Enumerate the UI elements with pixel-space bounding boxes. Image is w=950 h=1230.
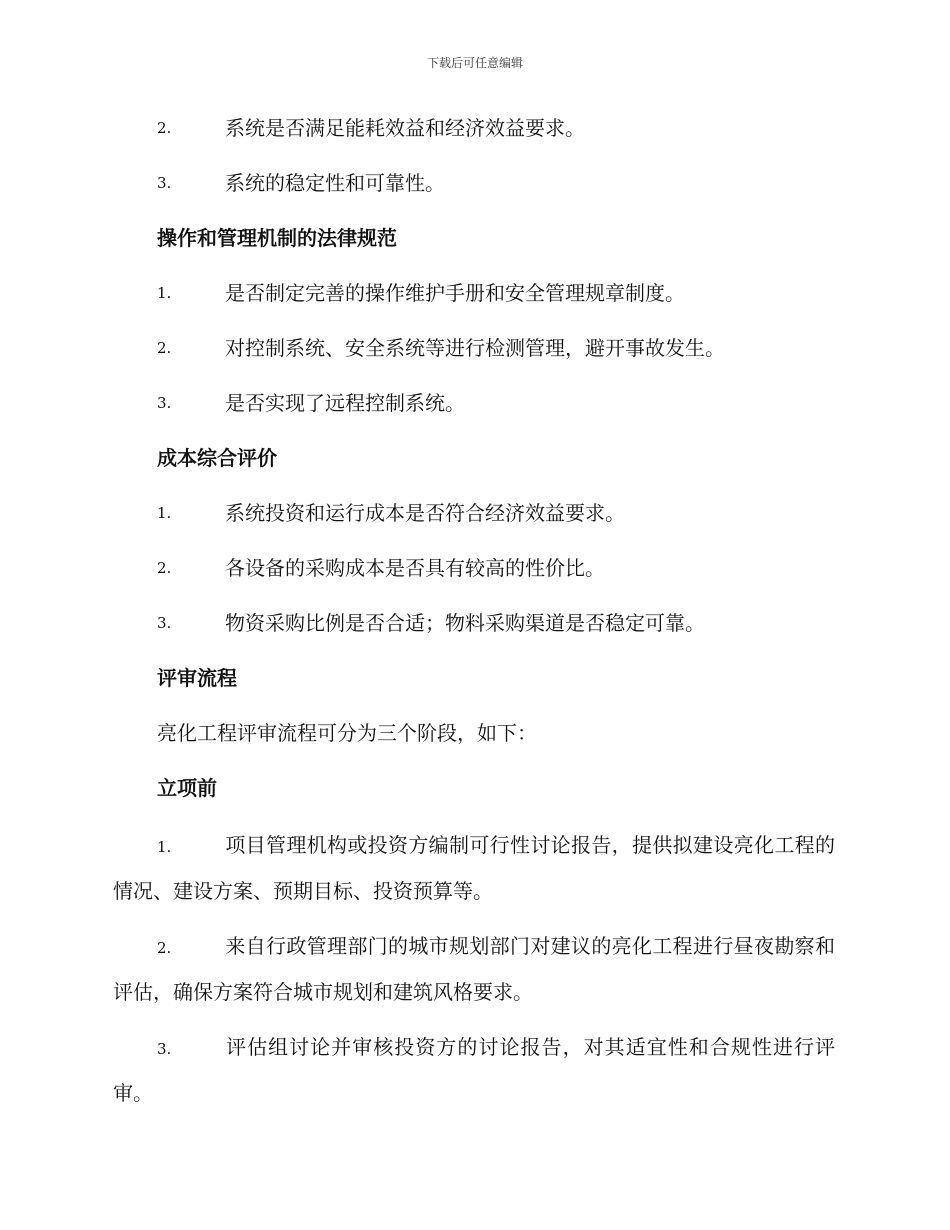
list-text: 各设备的采购成本是否具有较高的性价比。 <box>225 556 605 580</box>
list-number: 2. <box>157 559 172 577</box>
list-item <box>113 823 835 913</box>
list-number: 2. <box>157 119 172 137</box>
list-number: 1. <box>157 504 172 522</box>
list-text: 系统投资和运行成本是否符合经济效益要求。 <box>225 501 625 525</box>
list-item <box>113 603 835 658</box>
list-number: 3. <box>157 394 172 412</box>
list-item <box>113 493 835 548</box>
list-item <box>113 273 835 328</box>
list-text: 评估组讨论并审核投资方的讨论报告，对其适宜性和合规性进行评审。 <box>113 1035 835 1105</box>
list-number: 3. <box>157 614 172 632</box>
list-text: 项目管理机构或投资方编制可行性讨论报告，提供拟建设亮化工程的情况、建设方案、预期目标、投资预算等。 <box>113 833 835 903</box>
list-item <box>113 163 835 218</box>
section-heading-review: 评审流程 <box>157 666 237 690</box>
list-number: 1. <box>157 838 172 856</box>
list-item <box>113 383 835 438</box>
list-number: 3. <box>157 1040 172 1058</box>
list-item <box>113 548 835 603</box>
list-item <box>113 924 835 1014</box>
list-text: 物资采购比例是否合适；物料采购渠道是否稳定可靠。 <box>225 611 705 635</box>
section-heading-cost: 成本综合评价 <box>157 446 277 470</box>
list-text: 系统的稳定性和可靠性。 <box>225 171 445 195</box>
list-text: 系统是否满足能耗效益和经济效益要求。 <box>225 116 585 140</box>
list-number: 3. <box>157 174 172 192</box>
list-item <box>113 1025 835 1115</box>
list-item <box>113 108 835 163</box>
list-text: 是否实现了远程控制系统。 <box>225 391 465 415</box>
list-number: 1. <box>157 284 172 302</box>
list-text: 来自行政管理部门的城市规划部门对建议的亮化工程进行昼夜勘察和评估，确保方案符合城市规划和建筑风格要求。 <box>113 934 835 1004</box>
header-note: 下载后可任意编辑 <box>426 56 523 70</box>
list-item <box>113 328 835 383</box>
section-heading-operations: 操作和管理机制的法律规范 <box>157 226 397 250</box>
section-heading-pre-approval: 立项前 <box>157 776 217 800</box>
review-intro: 亮化工程评审流程可分为三个阶段，如下： <box>157 721 537 745</box>
list-text: 是否制定完善的操作维护手册和安全管理规章制度。 <box>225 281 685 305</box>
document-body <box>113 108 835 1126</box>
list-number: 2. <box>157 339 172 357</box>
list-number: 2. <box>157 939 172 957</box>
list-text: 对控制系统、安全系统等进行检测管理，避开事故发生。 <box>225 336 725 360</box>
